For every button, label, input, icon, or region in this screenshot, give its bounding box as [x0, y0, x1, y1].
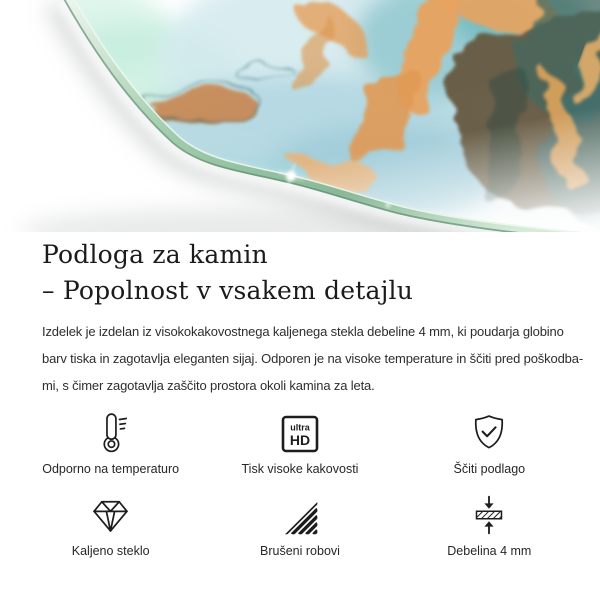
- feature-print-quality: [205, 411, 394, 476]
- feature-label: Odporno na temperaturo: [42, 462, 180, 476]
- feature-label: Kaljeno steklo: [71, 544, 150, 558]
- feature-label: Tisk visoke kakovosti: [241, 462, 359, 476]
- ultra-hd-icon: [280, 411, 320, 454]
- feature-temperature: [16, 411, 205, 476]
- description-line: mi, s čimer zagotavlja zaščito prostora okoli kamina za leta.: [42, 378, 375, 393]
- feature-polished-edges: [205, 493, 394, 558]
- thermometer-icon: [88, 411, 134, 454]
- page-title-line2: – Popolnost v vsakem detajlu: [42, 276, 414, 305]
- thickness-icon: [469, 493, 509, 536]
- shield-check-icon: [467, 411, 511, 454]
- feature-label: Ščiti podlago: [453, 462, 526, 476]
- svg-text:HD: HD: [289, 432, 311, 448]
- feature-thickness: [395, 493, 584, 558]
- feature-label: Debelina 4 mm: [447, 544, 532, 558]
- feature-label: Brušeni robovi: [260, 544, 340, 558]
- page-title: [42, 237, 558, 309]
- diamond-icon: [88, 493, 133, 536]
- glass-panel-art: [0, 0, 600, 232]
- description-line: Izdelek je izdelan iz visokokakovostnega kaljenega stekla debeline 4 mm, ki poudarja globino: [42, 324, 564, 339]
- product-image: [0, 0, 600, 232]
- product-description: [42, 318, 583, 399]
- feature-protection: [395, 411, 584, 476]
- description-line: barv tiska in zagotavlja eleganten sijaj. Odporen je na visoke temperature in ščiti pred poškodba-: [42, 351, 583, 366]
- page-title-line1: Podloga za kamin: [42, 240, 268, 269]
- feature-tempered-glass: [16, 493, 205, 558]
- polished-edges-icon: [281, 493, 319, 536]
- feature-grid: [0, 411, 600, 558]
- svg-text:ultra: ultra: [290, 422, 310, 433]
